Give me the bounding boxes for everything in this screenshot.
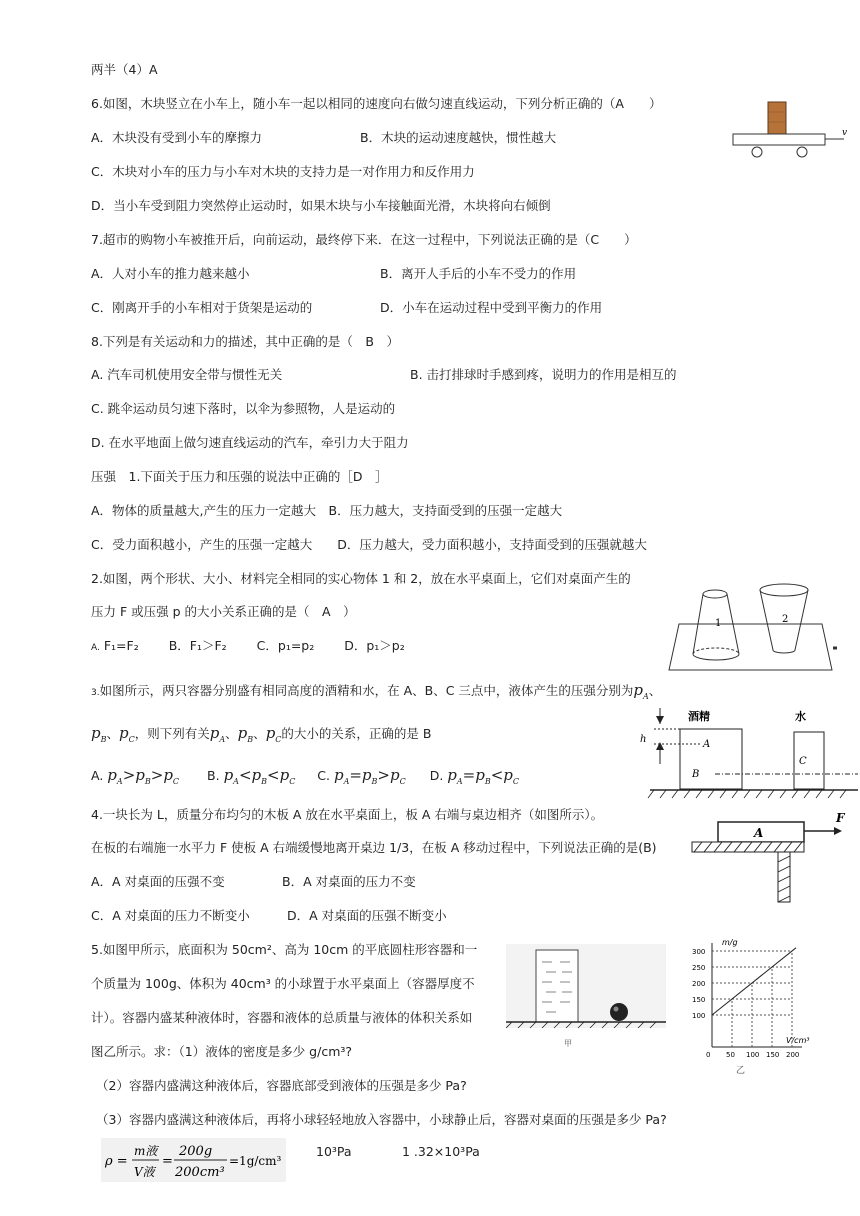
q2-opt-b: B．F₁＞F₂ (168, 638, 227, 653)
pressure-q1-cd: C．受力面积越小，产生的压强一定越大 D．压力越大，受力面积越小，支持面受到的压强就越大 (91, 537, 647, 552)
formula-den: 200cm³ (175, 1165, 225, 1180)
pressure-question-2: 2.如图，两个形状、大小、材料完全相同的实心物体 1 和 2，放在水平桌面上，它们对桌面产生的 (91, 571, 631, 586)
pressure-q3-options (91, 766, 519, 791)
formula-m: m液 (134, 1144, 158, 1158)
pb-symbol: $p_B$ (91, 724, 107, 744)
q3-opt-c: $p_A=p_B>p_C$ (333, 766, 406, 786)
q2-opt-d: D．p₁＞p₂ (344, 638, 405, 653)
q7-option-d: D．小车在运动过程中受到平衡力的作用 (380, 300, 603, 315)
x-tick-label: 200 (786, 1051, 800, 1059)
chart-x-label: V/cm³ (786, 1036, 810, 1045)
point-b-label: B (692, 769, 700, 780)
q3-opt-d: $p_A=p_B<p_C$ (447, 766, 520, 786)
y-tick-label: 100 (692, 1012, 706, 1020)
answer-2: 10³Pa (316, 1144, 352, 1159)
y-tick-label: 250 (692, 964, 706, 972)
q3-number: 3. (91, 688, 100, 698)
q6-option-a: A．木块没有受到小车的摩擦力 (91, 130, 263, 145)
pb-symbol-2: $p_B$ (237, 724, 254, 744)
h-label: h (640, 734, 647, 745)
q7-option-c: C．刚离开手的小车相对于货架是运动的 (91, 300, 313, 315)
q2-opt-a: F₁=F₂ (103, 638, 139, 653)
figure-jia-label: 甲 (564, 1039, 572, 1048)
q8-option-a: A. 汽车司机使用安全带与惯性无关 (91, 367, 283, 382)
q4-option-d: D．A 对桌面的压强不断变小 (287, 908, 447, 923)
formula-v: V液 (134, 1165, 155, 1179)
containers-figure (640, 702, 858, 802)
figure-yi-label: 乙 (736, 1066, 746, 1076)
q3-opt-c-label: C. (317, 768, 330, 783)
q3-mid: ，则下列有关 (134, 726, 210, 741)
point-a-label: A (703, 739, 711, 750)
pressure-question-4b: 在板的右端施一水平力 F 使板 A 右端缓慢地离开桌边 1/3，在板 A 移动过程中，下列说法正确的是(B) (91, 840, 657, 855)
formula-result: =1g/cm³ (229, 1154, 282, 1168)
question-6: 6.如图，木块竖立在小车上，随小车一起以相同的速度向右做匀速直线运动，下列分析正确的（A ） (91, 96, 662, 111)
q8-option-d: D. 在水平地面上做匀速直线运动的汽车，牵引力大于阻力 (91, 435, 409, 450)
q3-opt-d-label: D. (429, 768, 444, 783)
pressure-q2-options (91, 637, 405, 657)
pressure-question-5e: （2）容器内盛满这种液体后，容器底部受到液体的压强是多少 Pa? (96, 1078, 467, 1093)
q3-opt-a: $p_A>p_B>p_C$ (107, 766, 180, 786)
pressure-question-5a: 5.如图甲所示，底面积为 50cm²、高为 10cm 的平底圆柱形容器和一 (91, 942, 478, 957)
solid-1-label: 1 (715, 618, 722, 629)
pressure-q1-ab: A．物体的质量越大,产生的压力一定越大 B．压力越大，支持面受到的压强一定越大 (91, 503, 563, 518)
pressure-question-3b: $p_B$、$p_C$，则下列有关$p_A$、$p_B$、$p_C$的大小的关系，正确的是 B (91, 724, 432, 744)
x-tick-label: 0 (706, 1051, 711, 1059)
cart-figure (728, 100, 853, 162)
q2-opt-a-label: A. (91, 643, 100, 653)
q4-option-a: A．A 对桌面的压强不变 (91, 874, 225, 889)
pressure-question-1: 压强 1.下面关于压力和压强的说法中正确的［D ］ (91, 469, 388, 484)
water-label: 水 (795, 710, 806, 723)
formula-num: 200g (179, 1144, 213, 1159)
mass-volume-line (712, 948, 796, 1015)
alcohol-label: 酒精 (688, 710, 710, 723)
container-ball-figure (506, 944, 666, 1056)
point-c-label: C (799, 756, 807, 767)
q3-end: 的大小的关系，正确的是 B (281, 726, 432, 741)
frustum-figure (667, 576, 842, 676)
question-8: 8.下列是有关运动和力的描述，其中正确的是（ B ） (91, 334, 400, 349)
q2-opt-c: C．p₁=p₂ (256, 638, 315, 653)
q4-option-b: B．A 对桌面的压力不变 (282, 874, 416, 889)
x-tick-label: 100 (746, 1051, 760, 1059)
pa-symbol: $p_A$ (633, 681, 649, 701)
q3-opt-b: $p_A<p_B<p_C$ (223, 766, 296, 786)
solid-2-label: 2 (782, 614, 789, 625)
pa-symbol-2: $p_A$ (209, 724, 226, 744)
pressure-question-5b: 个质量为 100g、体积为 40cm³ 的小球置于水平桌面上（容器厚度不 (91, 976, 475, 991)
q3-text: 如图所示，两只容器分别盛有相同高度的酒精和水，在 A、B、C 三点中，液体产生的压强分别为 (99, 683, 634, 698)
board-label: A (754, 826, 764, 840)
pressure-question-5d: 图乙所示。求：（1）液体的密度是多少 g/cm³? (91, 1044, 353, 1059)
pc-symbol-2: $p_C$ (265, 724, 282, 744)
q8-option-c: C. 跳伞运动员匀速下落时，以伞为参照物，人是运动的 (91, 401, 396, 416)
force-label: F (836, 811, 845, 825)
x-tick-label: 50 (726, 1051, 735, 1059)
formula-lhs: ρ = (105, 1154, 128, 1169)
y-tick-label: 300 (692, 948, 706, 956)
y-tick-label: 150 (692, 996, 706, 1004)
board-figure (688, 808, 853, 908)
y-tick-label: 200 (692, 980, 706, 988)
pressure-question-3: 3.如图所示，两只容器分别盛有相同高度的酒精和水，在 A、B、C 三点中，液体产生的压强分别为$p_A$、 (91, 681, 662, 701)
cart-velocity-label: v (842, 128, 848, 138)
x-tick-label: 150 (766, 1051, 780, 1059)
q6-option-b: B．木块的运动速度越快，惯性越大 (360, 130, 557, 145)
chart-y-label: m/g (722, 938, 738, 947)
q7-option-a: A．人对小车的推力越来越小 (91, 266, 250, 281)
pc-symbol: $p_C$ (119, 724, 135, 744)
line-0: 两半（4）A (91, 62, 158, 77)
answer-3: 1 .32×10³Pa (402, 1144, 480, 1159)
question-7: 7.超市的购物小车被推开后，向前运动，最终停下来．在这一过程中，下列说法正确的是（C ） (91, 232, 637, 247)
q6-option-c: C．木块对小车的压力与小车对木块的支持力是一对作用力和反作用力 (91, 164, 475, 179)
q4-option-c: C．A 对桌面的压力不断变小 (91, 908, 250, 923)
pressure-question-5f: （3）容器内盛满这种液体后，再将小球轻轻地放入容器中，小球静止后，容器对桌面的压强是多少 Pa? (96, 1112, 667, 1127)
density-formula (101, 1138, 286, 1182)
q3-opt-b-label: B. (207, 768, 220, 783)
pressure-question-5c: 计）。容器内盛某种液体时，容器和液体的总质量与液体的体积关系如 (91, 1010, 473, 1025)
q3-opt-a-label: A. (91, 768, 104, 783)
pressure-question-2b: 压力 F 或压强 p 的大小关系正确的是（ A ） (91, 604, 356, 619)
svg-text:=: = (162, 1154, 173, 1169)
q8-option-b: B. 击打排球时手感到疼，说明力的作用是相互的 (410, 367, 677, 382)
mass-volume-chart (690, 935, 810, 1077)
pressure-question-4: 4.一块长为 L，质量分布均匀的木板 A 放在水平桌面上，板 A 右端与桌边相齐（如图所示）。 (91, 807, 604, 822)
q7-option-b: B．离开人手后的小车不受力的作用 (380, 266, 577, 281)
q6-option-d: D．当小车受到阻力突然停止运动时，如果木块与小车接触面光滑，木块将向右倾倒 (91, 198, 551, 213)
